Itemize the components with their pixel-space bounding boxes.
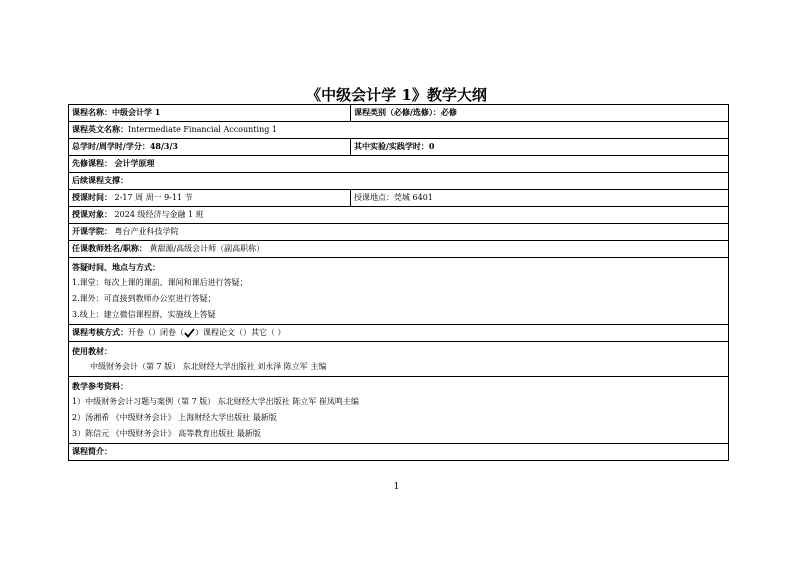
textbook-value: 中级财务会计（第 7 版） 东北财经大学出版社 刘永泽 陈立军 主编 [90,362,327,371]
college-value: 粤台产业科技学院 [114,227,179,236]
location-value: 莞城 6401 [394,193,433,202]
english-name-cell [69,122,729,139]
row-audience [69,207,729,224]
location-label: 授课地点： [354,193,394,202]
document-title: 《中级会计学 1》教学大纲 [306,86,487,104]
row-intro [69,444,729,461]
row-college [69,224,729,241]
lab-hours-value: 0 [428,141,435,151]
row-hours [69,139,729,156]
schedule-label: 授课时间： [72,192,112,202]
english-name-value: Intermediate Financial Accounting 1 [128,125,277,134]
qa-item: 1.课堂：每次上课的课前、课间和课后进行答疑； [72,278,248,287]
assessment-closed-book: 闭卷（ [160,328,184,337]
page-number: 1 [393,482,400,492]
assessment-cell [69,325,729,342]
intro-cell [69,444,729,461]
references-cell [69,377,729,444]
assessment-label: 课程考核方式： [72,327,128,337]
audience-value: 2024 级经济与金融 1 班 [114,210,204,219]
syllabus-table [68,104,729,461]
college-cell [69,224,729,241]
textbook-cell [69,342,729,377]
lab-hours-label: 其中实验/实践学时： [354,141,429,151]
assessment-other-options: ）课程论文（）其它（ ） [195,328,286,337]
row-english-name [69,122,729,139]
hours-value: 48/3/3 [149,141,178,151]
audience-cell [69,207,729,224]
followup-cell [69,173,729,190]
prereq-cell [69,156,729,173]
course-type-label: 课程类别（必修/选修）： [354,107,441,117]
english-name-label: 课程英文名称： [72,124,128,134]
schedule-value: 2-17 周 周一 9-11 节 [114,193,193,202]
teacher-cell [69,241,729,258]
qa-cell [69,258,729,325]
qa-item: 2.课外：可直接到教师办公室进行答疑； [72,294,216,303]
lab-hours-cell [351,139,729,156]
hours-cell [69,139,351,156]
intro-label: 课程简介： [72,446,112,456]
reference-item: 1）中级财务会计习题与案例（第 7 版） 东北财经大学出版社 陈立军 崔凤鸣主编 [72,397,359,406]
reference-item: 3）陈信元 《中级财务会计》 高等教育出版社 最新版 [72,429,261,438]
course-name-value: 中级会计学 1 [112,107,161,117]
qa-item: 3.线上：建立微信课程群，实施线上答疑 [72,310,216,319]
qa-label: 答疑时间、地点与方式： [72,262,160,272]
location-cell [351,190,729,207]
schedule-cell [69,190,351,207]
checkmark-icon [184,325,195,340]
references-label: 教学参考资料： [72,381,128,391]
followup-label: 后续课程支撑： [72,175,128,185]
row-teacher [69,241,729,258]
row-course-name [69,105,729,122]
course-type-cell [351,105,729,122]
prereq-value: 会计学原理 [114,158,155,168]
teacher-value: 黄甜源/高级会计师（副高职称） [149,244,265,253]
audience-label: 授课对象： [72,209,112,219]
row-assessment [69,325,729,342]
college-label: 开课学院： [72,226,112,236]
textbook-label: 使用教材： [72,346,112,356]
row-textbook [69,342,729,377]
course-type-value: 必修 [440,107,457,117]
prereq-label: 先修课程： [72,158,112,168]
course-name-label: 课程名称： [72,107,112,117]
row-references [69,377,729,444]
row-followup [69,173,729,190]
assessment-open-book: 开卷（） [128,328,160,337]
teacher-label: 任课教师姓名/职称： [72,243,147,253]
row-prereq [69,156,729,173]
row-qa [69,258,729,325]
reference-item: 2）汤湘希 《中级财务会计》 上海财经大学出版社 最新版 [72,413,277,422]
row-schedule [69,190,729,207]
hours-label: 总学时/周学时/学分： [72,141,150,151]
course-name-cell [69,105,351,122]
